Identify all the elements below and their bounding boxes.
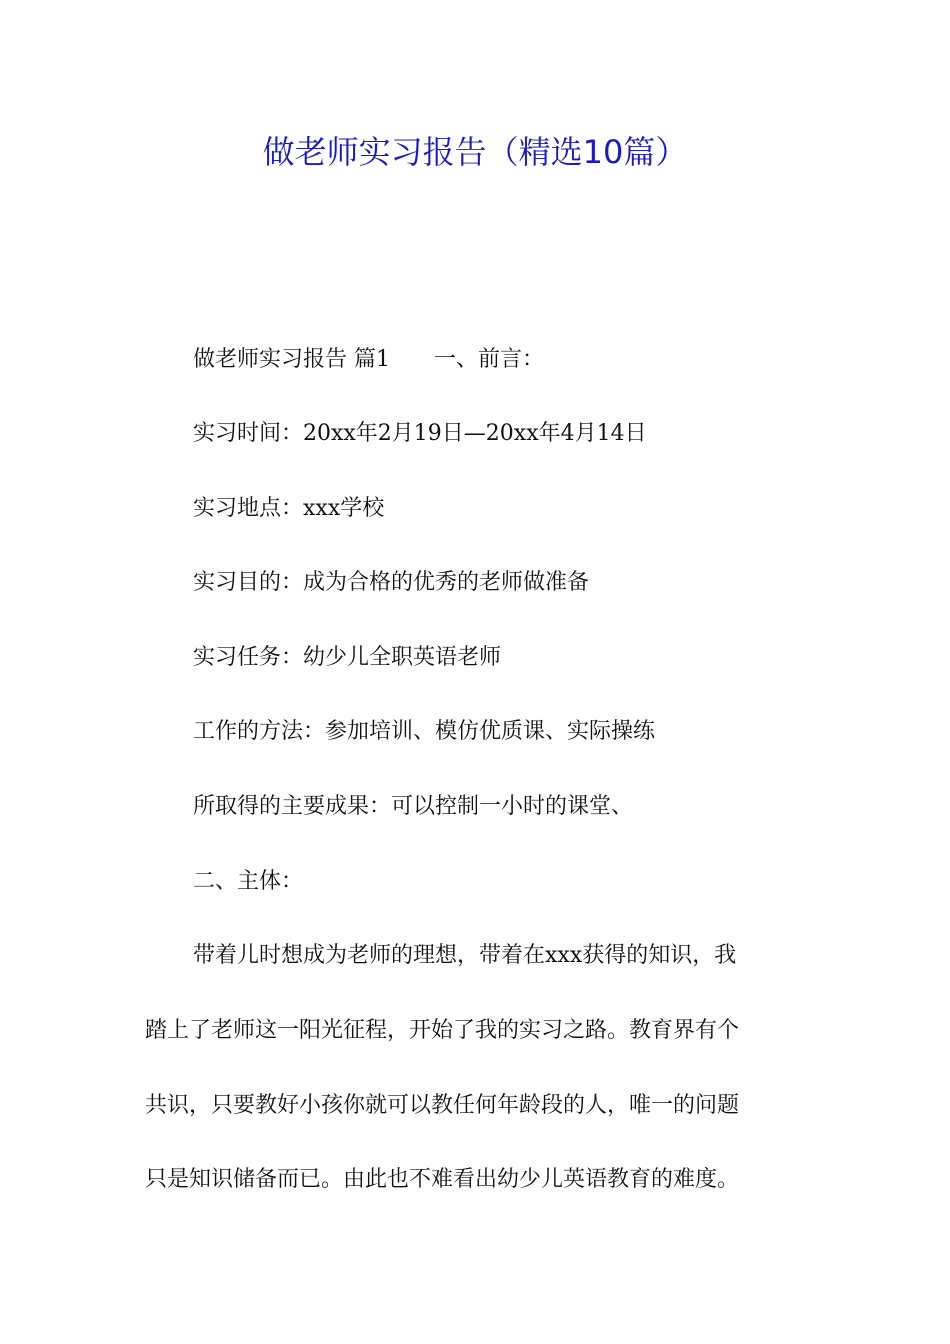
part-label: 做老师实习报告 篇1 bbox=[193, 347, 390, 372]
body-paragraph-line: 共识，只要教好小孩你就可以教任何年龄段的人，唯一的问题 bbox=[145, 1093, 740, 1118]
section-heading-intro: 一、前言： bbox=[434, 347, 545, 372]
part-heading-line bbox=[193, 344, 544, 376]
internship-time: 实习时间：20xx年2月19日—20xx年4月14日 bbox=[193, 421, 647, 446]
internship-purpose: 实习目的：成为合格的优秀的老师做准备 bbox=[193, 570, 590, 595]
internship-location: 实习地点：xxx学校 bbox=[193, 496, 385, 521]
document-title: 做老师实习报告（精选10篇） bbox=[262, 133, 688, 171]
body-paragraph-line: 带着儿时想成为老师的理想，带着在xxx获得的知识，我 bbox=[193, 943, 737, 968]
body-paragraph-line: 踏上了老师这一阳光征程，开始了我的实习之路。教育界有个 bbox=[145, 1018, 740, 1043]
section-heading-body: 二、主体： bbox=[193, 869, 304, 894]
work-method: 工作的方法：参加培训、模仿优质课、实际操练 bbox=[193, 719, 656, 744]
main-results: 所取得的主要成果：可以控制一小时的课堂、 bbox=[193, 794, 634, 819]
internship-task: 实习任务：幼少儿全职英语老师 bbox=[193, 645, 502, 670]
body-paragraph-line: 只是知识储备而已。由此也不难看出幼少儿英语教育的难度。 bbox=[145, 1167, 740, 1192]
